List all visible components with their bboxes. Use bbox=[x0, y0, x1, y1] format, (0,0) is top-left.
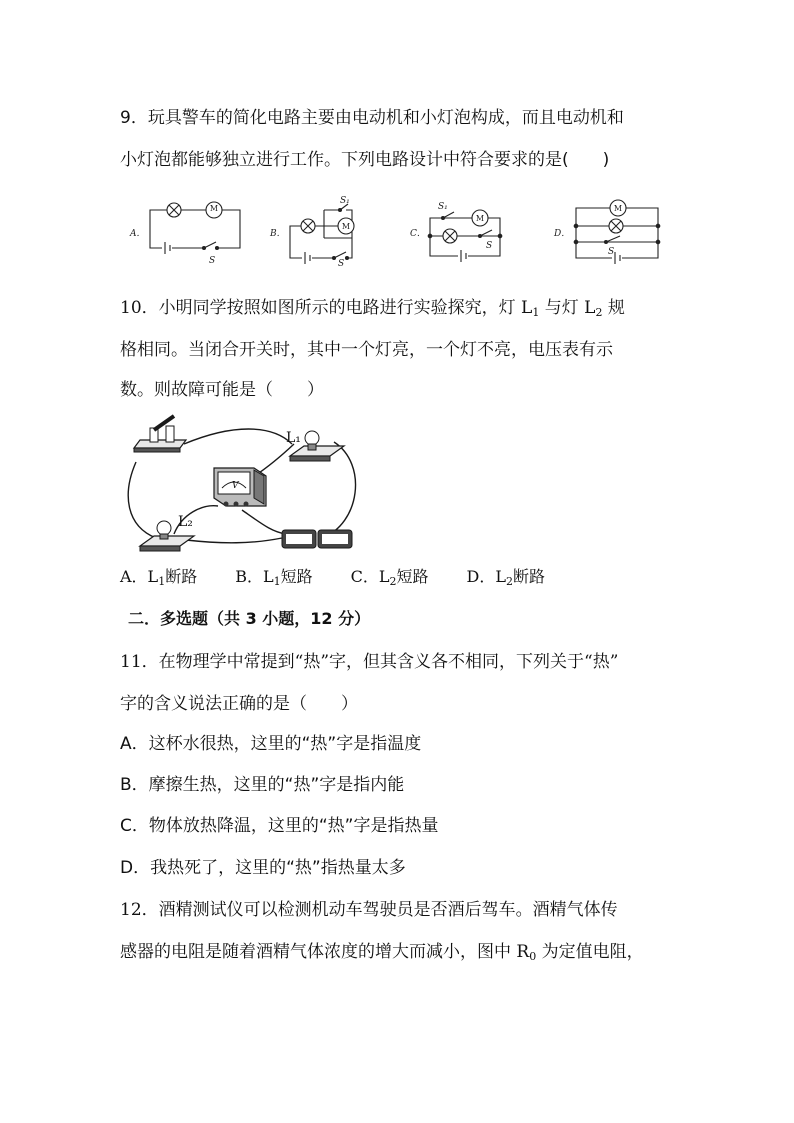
q9-option-d-switch-label: S bbox=[608, 247, 615, 257]
q10-option-a[interactable] bbox=[120, 566, 197, 593]
q10-stem-line-2: 格相同。当闭合开关时，其中一个灯亮，一个灯不亮，电压表有示 bbox=[120, 340, 613, 360]
q9-option-c-diagram[interactable] bbox=[428, 210, 502, 262]
q9-option-b-motor-label: M bbox=[341, 222, 351, 231]
q10-option-d-text: D．L bbox=[466, 567, 506, 586]
q10-stem-text-a: 10．小明同学按照如图所示的电路进行实验探究，灯 L bbox=[120, 298, 533, 318]
q9-option-c-motor-label: M bbox=[475, 214, 485, 223]
q11-stem-line-1: 11．在物理学中常提到“热”字，但其含义各不相同，下列关于“热” bbox=[120, 652, 619, 672]
q9-stem-line-1: 9．玩具警车的简化电路主要由电动机和小灯泡构成，而且电动机和 bbox=[120, 108, 624, 128]
q10-stem-text-c: 规 bbox=[602, 298, 625, 318]
q10-lamp-l2-label: L₂ bbox=[178, 514, 193, 530]
q10-option-b[interactable] bbox=[235, 566, 312, 593]
q9-option-b-letter: B． bbox=[270, 229, 286, 239]
q9-option-c-letter: C． bbox=[410, 229, 426, 239]
q9-option-a-letter: A． bbox=[130, 229, 146, 239]
q10-option-b-text: B．L bbox=[235, 567, 274, 586]
q10-option-d-sub: 2 bbox=[505, 575, 513, 588]
q12-stem-text-a: 感器的电阻是随着酒精气体浓度的增大而减小，图中 R bbox=[120, 942, 530, 962]
q10-switch bbox=[134, 416, 186, 452]
q10-option-a-text-end: 断路 bbox=[165, 567, 198, 586]
q9-option-b-switch-label-1: S₁ bbox=[340, 196, 350, 206]
q10-option-b-text-end: 短路 bbox=[280, 567, 313, 586]
q12-stem-line-1: 12．酒精测试仪可以检测机动车驾驶员是否酒后驾车。酒精气体传 bbox=[120, 900, 618, 920]
q9-option-b-switch-label-2: S bbox=[338, 259, 345, 266]
q11-option-c[interactable]: C．物体放热降温，这里的“热”字是指热量 bbox=[120, 816, 439, 836]
q9-option-c-switch-label-1: S₁ bbox=[438, 202, 448, 212]
q10-lamp-l1-label: L₁ bbox=[286, 430, 301, 446]
q10-stem-text-b: 与灯 L bbox=[539, 298, 596, 318]
q9-stem-line-2: 小灯泡都能够独立进行工作。下列电路设计中符合要求的是( ) bbox=[120, 150, 610, 170]
q12-stem-line-2 bbox=[120, 940, 644, 969]
q11-stem-line-2: 字的含义说法正确的是（ ） bbox=[120, 694, 358, 714]
q10-stem-line-1 bbox=[120, 296, 625, 325]
q11-option-b[interactable]: B．摩擦生热，这里的“热”字是指内能 bbox=[120, 775, 405, 795]
q12-stem-text-b: 为定值电阻， bbox=[536, 942, 644, 962]
q10-options bbox=[120, 566, 583, 593]
q10-option-c-text: C．L bbox=[350, 567, 390, 586]
q10-battery-pack bbox=[282, 530, 352, 548]
q11-option-d[interactable]: D．我热死了，这里的“热”指热量太多 bbox=[120, 858, 406, 878]
q9-option-a-motor-label: M bbox=[209, 204, 219, 213]
q10-option-b-sub: 1 bbox=[273, 575, 281, 588]
q10-option-c-sub: 2 bbox=[389, 575, 397, 588]
q11-option-a[interactable]: A．这杯水很热，这里的“热”字是指温度 bbox=[120, 734, 422, 754]
q10-stem-line-3: 数。则故障可能是（ ） bbox=[120, 380, 324, 400]
q9-option-diagrams bbox=[128, 196, 688, 266]
q10-voltmeter-label: V bbox=[232, 481, 239, 491]
q10-stem-sub-1: 1 bbox=[532, 306, 540, 319]
q10-circuit-figure bbox=[122, 414, 362, 564]
q10-voltmeter bbox=[214, 468, 266, 507]
q10-option-c[interactable] bbox=[351, 566, 429, 593]
q12-stem-sub: 0 bbox=[529, 950, 537, 963]
q9-option-d-motor-label: M bbox=[613, 204, 623, 213]
q10-option-c-text-end: 短路 bbox=[396, 567, 429, 586]
q9-option-d-letter: D． bbox=[554, 229, 571, 239]
q9-option-c-switch-label-2: S bbox=[486, 241, 493, 251]
section-heading-multiple-choice: 二．多选题（共 3 小题，12 分） bbox=[128, 609, 371, 628]
q10-option-d[interactable] bbox=[467, 566, 545, 593]
q9-option-a-diagram[interactable] bbox=[150, 202, 240, 254]
q9-option-b-diagram[interactable] bbox=[290, 204, 354, 264]
q10-option-d-text-end: 断路 bbox=[512, 567, 545, 586]
q10-option-a-sub: 1 bbox=[158, 575, 166, 588]
q10-stem-sub-2: 2 bbox=[595, 306, 603, 319]
q10-option-a-text: A．L bbox=[120, 567, 159, 586]
q9-option-a-switch-label: S bbox=[209, 256, 216, 266]
